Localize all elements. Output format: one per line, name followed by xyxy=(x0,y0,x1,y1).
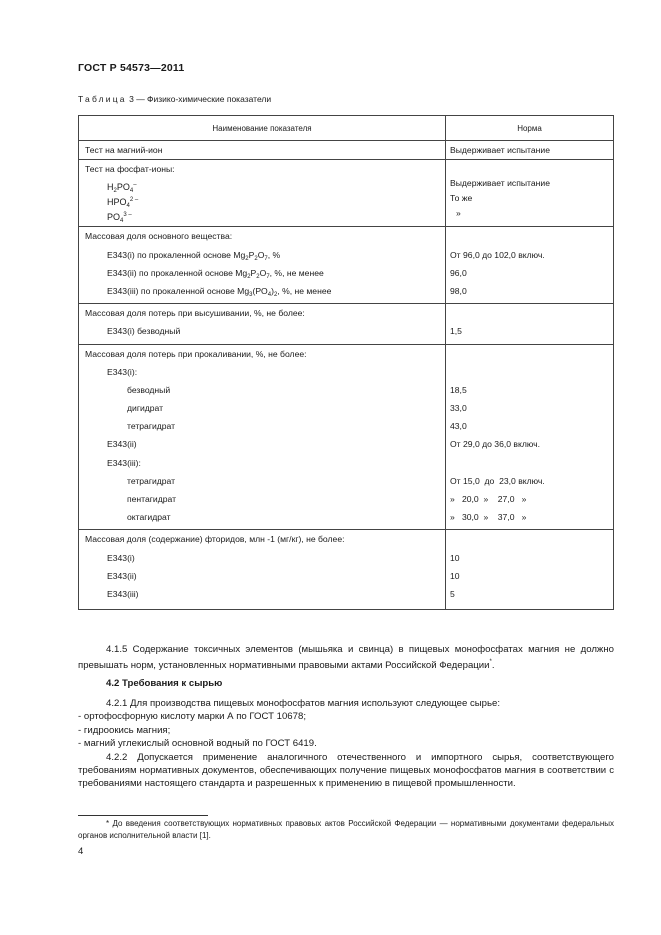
row-norm: Выдерживает испытание xyxy=(450,145,550,155)
table-row-phosphate xyxy=(79,160,614,227)
footnote-text: До введения соответствующих нормативных правовых актов Российской Федерации — нормативными документами федеральных органов исполнительной власти [1]. xyxy=(78,819,614,840)
row-norm: » 20,0 » 27,0 » xyxy=(450,494,527,504)
col-header-name: Наименование показателя xyxy=(79,116,446,141)
sub-item: тетрагидрат xyxy=(127,421,176,432)
list-item: - магний углекислый основной водный по ГОСТ 6419. xyxy=(78,738,317,750)
sub-item: безводный xyxy=(127,384,171,395)
ion-h2po4: $H_2PO_4^-$ xyxy=(107,182,137,195)
col-header-norm: Норма xyxy=(446,116,614,141)
table-row-ignition-loss xyxy=(79,344,614,530)
footnote-divider xyxy=(78,815,208,816)
sub-item: пентагидрат xyxy=(127,494,177,504)
row-norm: 96,0 xyxy=(450,267,467,278)
ion-po4: $PO_4^{3 -}$ xyxy=(107,212,132,225)
section-4-2-body xyxy=(78,697,614,791)
table-row-main-substance xyxy=(79,227,614,304)
row-norm: 5 xyxy=(450,588,455,599)
table-header-row xyxy=(79,116,614,141)
footnote-reference: * xyxy=(489,659,492,666)
row-label: Массовая доля потерь при прокаливании, %, не более: xyxy=(85,348,307,359)
list-item: - гидроокись магния; xyxy=(78,724,171,736)
row-norm: От 96,0 до 102,0 включ. xyxy=(450,249,545,260)
table-caption-title: 3 — Физико-химические показатели xyxy=(129,94,272,104)
sub-item: E343(i) безводный xyxy=(107,326,181,337)
table-caption xyxy=(78,94,271,104)
row-label: Массовая доля (содержание) фторидов, млн -1 (мг/кг), не более: xyxy=(85,534,345,545)
row-norm: » xyxy=(456,208,461,219)
table-row-drying-loss xyxy=(79,304,614,344)
sub-item: E343(iii) xyxy=(107,588,139,599)
row-label: Тест на фосфат-ионы: xyxy=(85,164,175,175)
sub-item: дигидрат xyxy=(127,403,164,414)
footnote xyxy=(78,818,614,842)
row-norm: 43,0 xyxy=(450,421,467,432)
sub-item: E343(ii) xyxy=(107,570,137,581)
sub-item: E343(iii) по прокаленной основе $Mg_3(PO_4)_2$, %, не менее xyxy=(107,285,332,298)
row-norm: От 29,0 до 36,0 включ. xyxy=(450,439,540,450)
row-norm: 10 xyxy=(450,570,460,581)
row-norm: 10 xyxy=(450,552,460,563)
row-norm: » 30,0 » 37,0 » xyxy=(450,512,527,523)
table-caption-word: Таблица xyxy=(78,94,127,104)
ion-hpo4: $HPO_4^{2 -}$ xyxy=(107,197,139,210)
row-norm: То же xyxy=(450,193,473,204)
row-label: Массовая доля основного вещества: xyxy=(85,231,233,242)
group-label: E343(i): xyxy=(107,366,138,377)
page-number: 4 xyxy=(78,846,84,857)
sub-item: октагидрат xyxy=(127,512,171,523)
group-label: E343(iii): xyxy=(107,457,141,468)
row-label: Массовая доля потерь при высушивании, %, не более: xyxy=(85,308,305,319)
row-label: Тест на магний-ион xyxy=(85,145,163,155)
row-norm: 98,0 xyxy=(450,285,467,296)
section-heading-4-2: 4.2 Требования к сырью xyxy=(106,678,223,689)
row-norm: 1,5 xyxy=(450,326,462,337)
paragraph-4-2-2: 4.2.2 Допускается применение аналогичного отечественного и импортного сырья, соответствующего требованиям нормативных документов, обеспечивающих получение пищевых монофосфатов магния в соответствии с требованиями настоящего стандарта и разрешенных к применению в пищевой промышленности. xyxy=(78,751,614,790)
row-norm: От 15,0 до 23,0 включ. xyxy=(450,475,545,486)
sub-item: тетрагидрат xyxy=(127,475,176,486)
row-norm: 18,5 xyxy=(450,384,467,395)
row-norm: 33,0 xyxy=(450,403,467,414)
group-label: E343(ii) xyxy=(107,439,137,450)
sub-item: E343(i) xyxy=(107,552,135,563)
list-item: - ортофосфорную кислоту марки А по ГОСТ 10678; xyxy=(78,711,306,723)
sub-item: E343(ii) по прокаленной основе $Mg_2P_2O_7$, %, не менее xyxy=(107,267,324,280)
physico-chemical-table xyxy=(78,115,614,610)
paragraph-4-1-5: 4.1.5 Содержание токсичных элементов (мышьяка и свинца) в пищевых монофосфатах магния не должно превышать норм, установленных нормативными правовыми актами Российской Федерации*. xyxy=(78,644,614,672)
footnote-mark: * xyxy=(106,819,110,828)
document-id: ГОСТ Р 54573—2011 xyxy=(78,62,185,74)
table-row-fluoride xyxy=(79,530,614,610)
row-norm: Выдерживает испытание xyxy=(450,178,550,189)
sub-item: E343(i) по прокаленной основе $Mg_2P_2O_7$, % xyxy=(107,249,281,262)
table-row-magnesium xyxy=(79,141,614,160)
paragraph-4-2-1: 4.2.1 Для производства пищевых монофосфатов магния используют следующее сырье: xyxy=(106,698,501,709)
